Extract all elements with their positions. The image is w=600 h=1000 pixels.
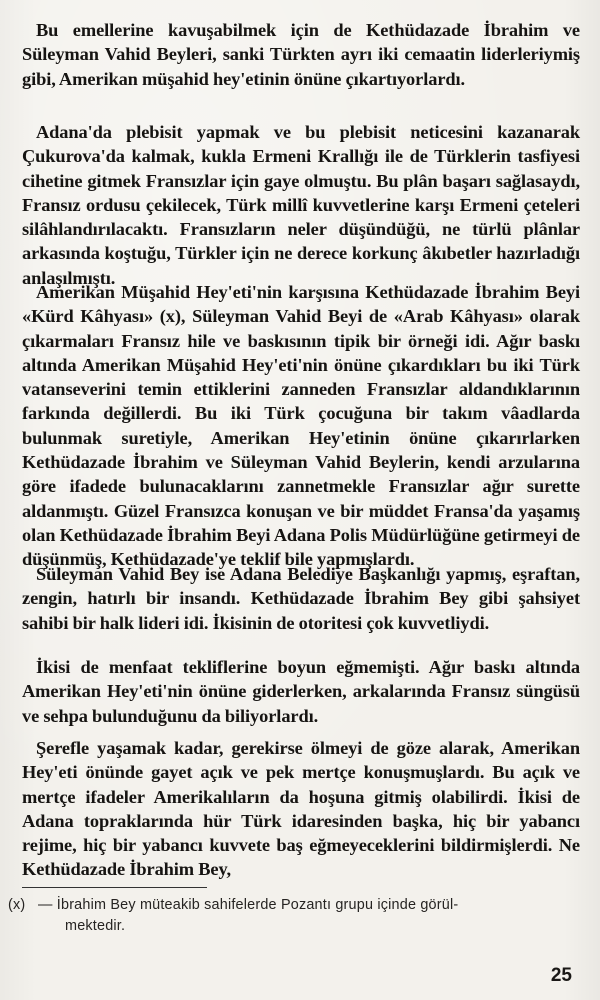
- paragraph-3: [22, 280, 580, 572]
- paragraph-4-text: Süleyman Vahid Bey ise Adana Belediye Başkanlığı yapmış, eşraftan, zengin, hatırlı bir insandı. Kethüdazade İbrahim Bey gibi şahsiyet sahibi bir halk lideri idi. İkisinin de otoritesi çok kuvvetliydi.: [22, 564, 580, 633]
- paragraph-2: [22, 120, 580, 290]
- paragraph-3-text: Amerikan Müşahid Hey'eti'nin karşısına Kethüdazade İbrahim Beyi «Kürd Kâhyası» (x), Süleyman Vahid Beyi de «Arab Kâhyası» olarak çıkarmaları Fransız hile ve baskısının tipik bir örneği idi. Ağır baskı altında Amerikan Müşahid Hey'eti'nin önüne çıkardıkları bu iki Türk vatanseverini temin ettiklerini zanneden Fransızlar aldandıklarının farkında değillerdi. Bu iki Türk çocuğuna bir takım vâadlarda bulunmak suretiyle, Amerikan Hey'etinin önüne çıkarırlarken Kethüdazade İbrahim ve Süleyman Vahid Beylerin, kendi arzularına göre ifadede bulunacaklarını zannetmekle Fransızlar ağır surette aldanmıştı. Güzel Fransızca konuşan ve bir müddet Fransa'da yaşamış olan Kethüdazade İbrahim Beyi Adana Polis Müdürlüğüne getirmeyi de düşünmüş, Kethüdazade'ye teklif bile yapmışlardı.: [22, 282, 580, 570]
- footnote: [8, 895, 582, 937]
- paragraph-2-text: Adana'da plebisit yapmak ve bu plebisit neticesini kazanarak Çukurova'da kalmak, kukla Ermeni Krallığı ile de Türklerin tasfiyesi cihetine gitmek Fransızlar için gaye olmuştu. Bu plân başarı sağlasaydı, Fransız ordusu çekilecek, Türk millî kuvvetlerine karşı Ermeni çeteleri silâhlandırılacaktı. Fransızların neler düşündüğü, ne türlü plânlar arkasında koştuğu, Türkler için ne derece korkunç âkıbetler hazırladığı anlaşılmıştı.: [22, 122, 580, 288]
- paragraph-4: [22, 562, 580, 635]
- footnote-line-2: mektedir.: [65, 918, 126, 934]
- paragraph-1: [22, 18, 580, 91]
- page-number: 25: [550, 965, 572, 986]
- paragraph-5: [22, 655, 580, 728]
- footnote-separator: [22, 887, 207, 888]
- paragraph-6-text: Şerefle yaşamak kadar, gerekirse ölmeyi de göze alarak, Amerikan Hey'eti önünde gayet açık ve pek mertçe konuşmuşlardı. Bu açık ve mertçe ifadeler Amerikalıların da hoşuna gitmiş olabilirdi. İkisi de Adana topraklarında hür Türk idaresinden başka, hiç bir yabancı rejime, hiç bir yabancı kuvvete baş eğmeyeceklerini bildirmişlerdi. Ne Kethüdazade İbrahim Bey,: [22, 738, 580, 880]
- footnote-mark: (x): [8, 897, 26, 913]
- paragraph-1-text: Bu emellerine kavuşabilmek için de Kethüdazade İbrahim ve Süleyman Vahid Beyleri, sanki Türkten ayrı iki cemaatin liderleriymiş gibi, Amerikan müşahid hey'etinin önüne çıkartıyorlardı.: [22, 20, 580, 89]
- paragraph-5-text: İkisi de menfaat tekliflerine boyun eğmemişti. Ağır baskı altında Amerikan Hey'eti'nin önüne giderlerken, arkalarında Fransız süngüsü ve sehpa bulunduğunu da biliyorlardı.: [22, 657, 580, 726]
- footnote-line-1: — İbrahim Bey müteakib sahifelerde Pozantı grupu içinde görül-: [38, 897, 459, 913]
- paragraph-6: [22, 736, 580, 882]
